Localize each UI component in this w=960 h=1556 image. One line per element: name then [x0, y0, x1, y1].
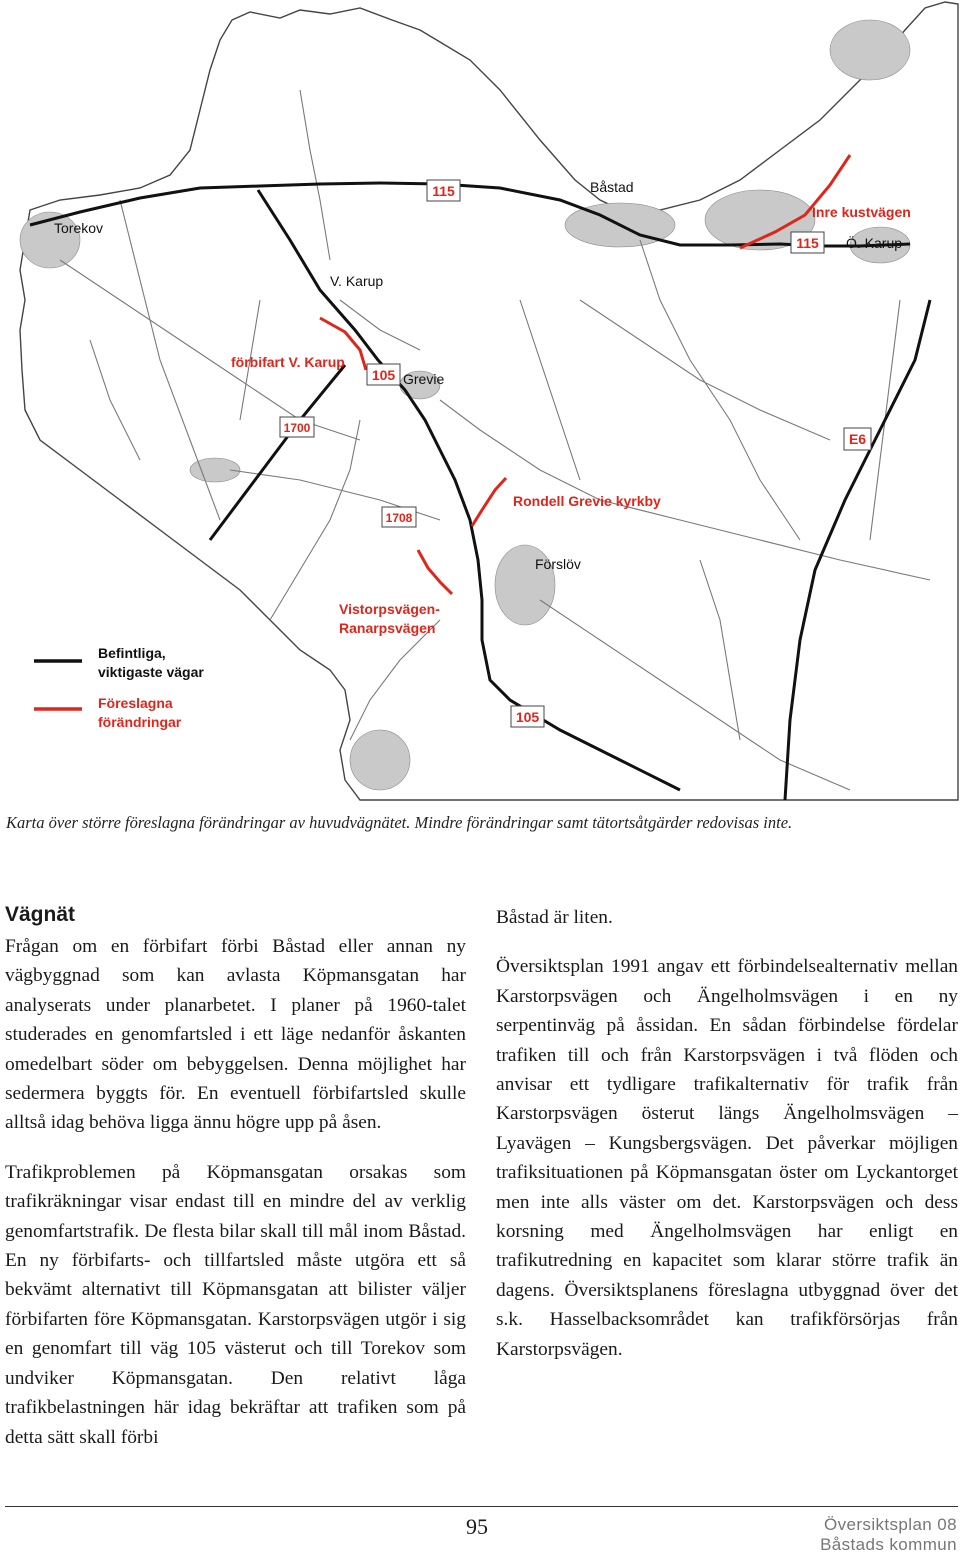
label-forbifart-v-karup: förbifart V. Karup [231, 354, 345, 370]
footer-title [820, 1515, 957, 1555]
label-forslov: Förslöv [535, 556, 581, 572]
label-vistorp-1: Vistorpsvägen- [339, 601, 440, 617]
label-o-karup: Ö. Karup [846, 235, 903, 251]
svg-text:Befintliga,: Befintliga, [98, 645, 166, 661]
svg-text:105: 105 [515, 709, 540, 725]
label-vistorp-2: Ranarpsvägen [339, 620, 436, 636]
label-torekov: Torekov [54, 220, 104, 236]
svg-text:Föreslagna: Föreslagna [98, 695, 173, 711]
proposal-rondell-grevie [472, 478, 506, 526]
svg-text:1700: 1700 [283, 421, 311, 435]
paragraph: Båstad är liten. [496, 907, 613, 928]
page-number: 95 [466, 1514, 488, 1539]
svg-text:1708: 1708 [385, 511, 413, 525]
municipality: Båstads kommun [820, 1535, 957, 1554]
svg-text:E6: E6 [848, 431, 867, 447]
road-e6 [785, 300, 930, 800]
road-shields [280, 180, 871, 727]
paragraph: Översiktsplan 1991 angav ett förbindelsealternativ mellan Karstorpsvägen och Ängelholmsvägen i en ny serpentinväg på åssidan. En sådan förbindelse fördelar trafiken till och från Karstorpsvägen i två flöden och anvisar ett tydligare trafikalternativ för trafik från Karstorpsvägen österut längs Ängelholmsvägen – Lyavägen – Kungsbergsvägen. Det påverkar möjligen trafiksituationen på Köpmansgatan öster om Lyckantorget men inte alls väster om det. Karstorpsvägen och dess korsning med Ängelholmsvägen har enligt en trafikutredning en kapacitet som klarar större trafik än dagens. Översiktsplanens föreslagna utbyggnad över det s.k. Hasselbacksområdet kan trafikförsörjas från Karstorpsvägen. [496, 956, 958, 1360]
map-legend [34, 645, 204, 730]
road-1700 [210, 365, 345, 540]
proposal-vistorp-ranarp [418, 550, 452, 594]
footer-rule [5, 1506, 958, 1507]
label-bastad: Båstad [590, 179, 634, 195]
svg-text:viktigaste vägar: viktigaste vägar [98, 664, 204, 680]
text-column-right [496, 903, 958, 1384]
road-105 [258, 190, 680, 790]
paragraph: Trafikproblemen på Köpmansgatan orsakas som trafikräkningar visar endast till en mindre del av verklig genomfartstrafik. De flesta bilar skall till mål inom Båstad. En ny förbifarts- och tillfartsled måste utgöra ett så bekvämt alternativt till Köpmansgatan att bilister väljer förbifarten före Köpmansgatan. Karstorpsvägen utgör i sig en genomfart till väg 105 västerut och till Torekov som undviker Köpmansgatan. Den relativt låga trafikbelastningen här idag bekräftar att trafiken som på detta sätt skall förbi [5, 1161, 466, 1448]
section-heading: Vägnät [5, 903, 76, 926]
svg-text:förändringar: förändringar [98, 714, 182, 730]
svg-text:105: 105 [371, 367, 396, 383]
label-inre-kustvagen: Inre kustvägen [812, 204, 911, 220]
paragraph: Frågan om en förbifart förbi Båstad eller annan ny vägbyggnad som kan avlasta Köpmansgatan har analyserats under planarbetet. I planer på 1960-talet studerades en genomfartsled i ett läge nedanför åskanten omedelbart söder om bebyggelsen. Denna möjlighet har sedermera byggts för. En eventuell förbifartsled skulle alltså idag behöva ligga ännu högre upp på åsen. [5, 936, 466, 1134]
map-caption: Karta över större föreslagna förändringar av huvudvägnätet. Mindre förändringar samt tätortsåtgärder redovisas inte. [6, 813, 793, 832]
doc-title: Översiktsplan 08 [823, 1515, 957, 1534]
label-rondell-grevie: Rondell Grevie kyrkby [513, 493, 661, 509]
svg-text:115: 115 [796, 235, 819, 251]
text-column-left [5, 900, 466, 1472]
label-grevie: Grevie [403, 371, 445, 387]
svg-text:115: 115 [432, 183, 455, 199]
label-v-karup: V. Karup [330, 273, 384, 289]
